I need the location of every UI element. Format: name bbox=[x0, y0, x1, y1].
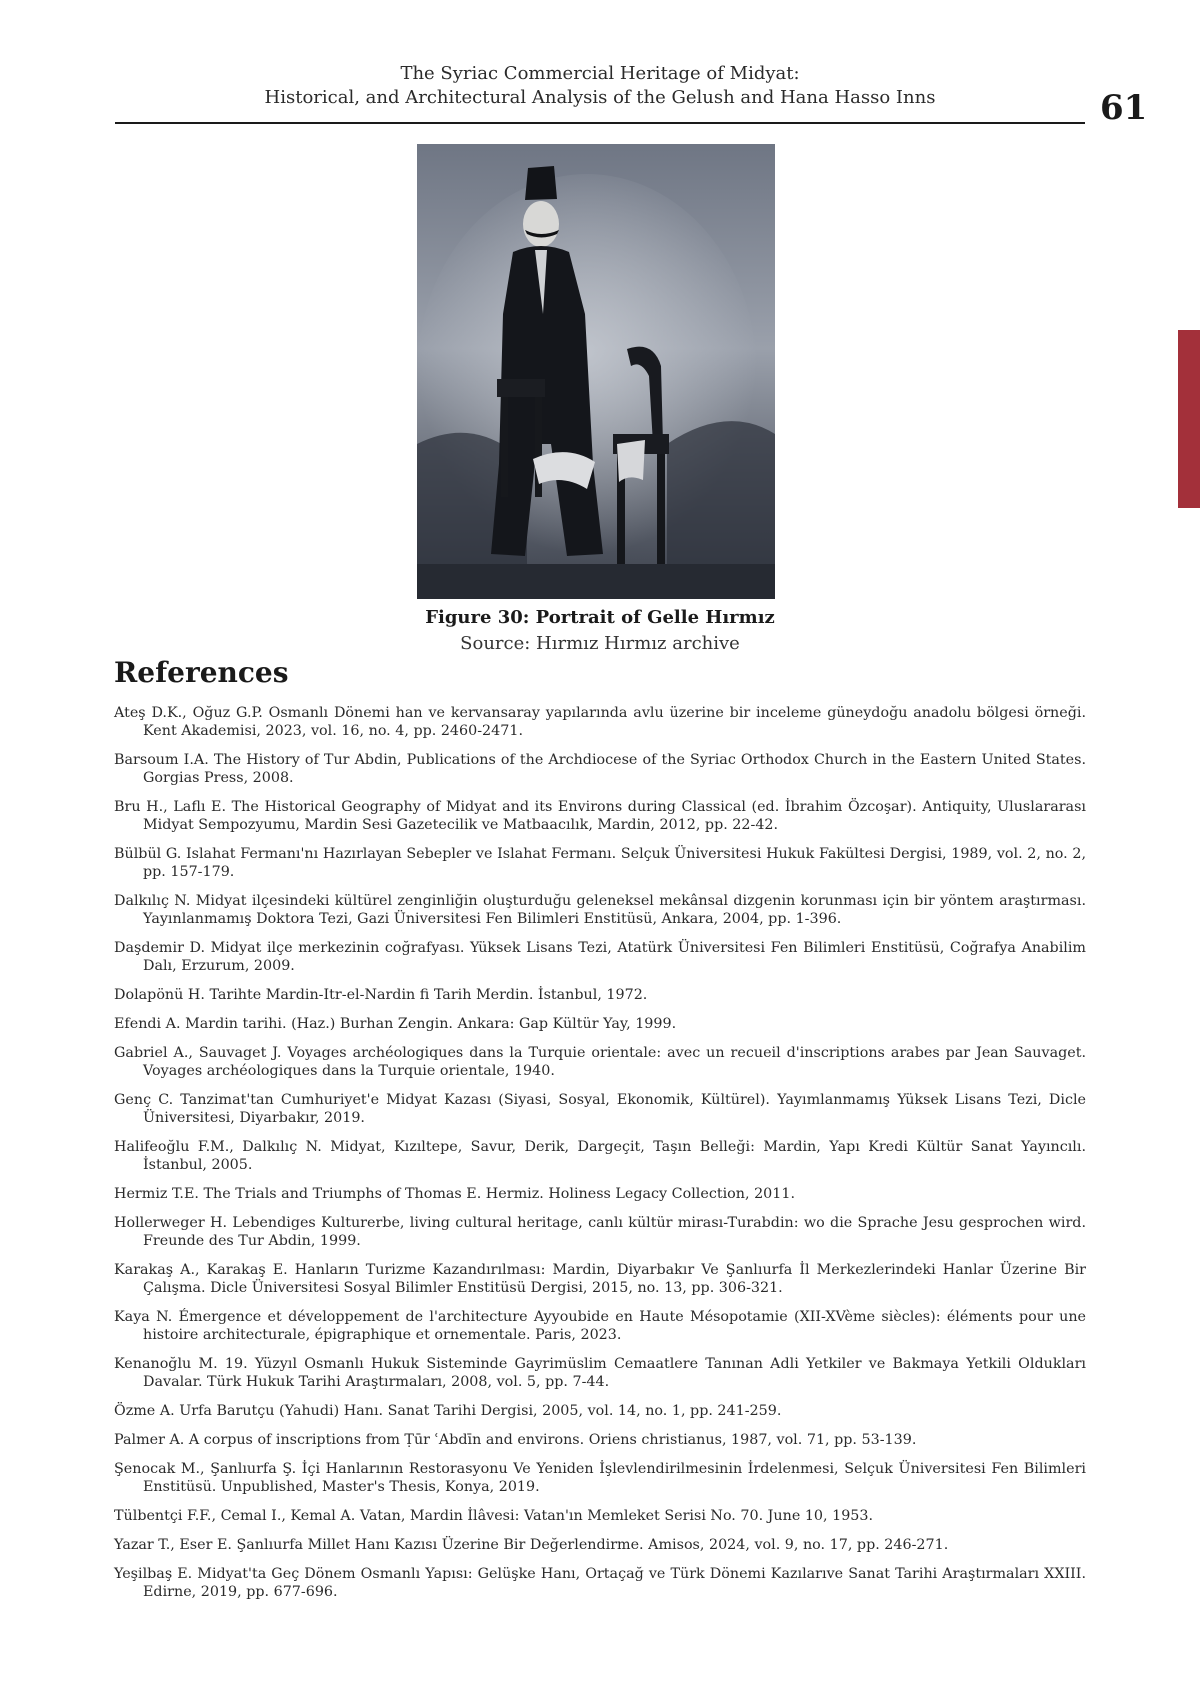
reference-item: Gabriel A., Sauvaget J. Voyages archéologiques dans la Turquie orientale: avec un recueil d'inscriptions arabes par Jean Sauvaget. Voyages archéologiques dans la Turquie orientale, 1940. bbox=[114, 1045, 1086, 1079]
reference-item: Kenanoğlu M. 19. Yüzyıl Osmanlı Hukuk Sisteminde Gayrimüslim Cemaatlere Tanınan Adli Yetkiler ve Bakmaya Yetkili Oldukları Davalar. Türk Hukuk Tarihi Araştırmaları, 2008, vol. 5, pp. 7-44. bbox=[114, 1356, 1086, 1390]
reference-item: Yazar T., Eser E. Şanlıurfa Millet Hanı Kazısı Üzerine Bir Değerlendirme. Amisos, 2024, vol. 9, no. 17, pp. 246-271. bbox=[114, 1537, 949, 1553]
references-heading: References bbox=[114, 656, 289, 689]
running-header-line-1: The Syriac Commercial Heritage of Midyat: bbox=[400, 63, 800, 84]
running-header bbox=[115, 62, 1085, 110]
reference-item: Tülbentçi F.F., Cemal I., Kemal A. Vatan, Mardin İlâvesi: Vatan'ın Memleket Serisi No. 70. June 10, 1953. bbox=[114, 1508, 874, 1524]
reference-item: Karakaş A., Karakaş E. Hanların Turizme Kazandırılması: Mardin, Diyarbakır Ve Şanlıurfa İl Merkezlerindeki Hanlar Üzerine Bir Çalışma. Dicle Üniversitesi Sosyal Bilimler Enstitüsü Dergisi, 2015, no. 13, pp. 306-321. bbox=[114, 1262, 1086, 1296]
reference-item: Ateş D.K., Oğuz G.P. Osmanlı Dönemi han ve kervansaray yapılarında avlu üzerine bir inceleme güneydoğu anadolu bölgesi örneği. Kent Akademisi, 2023, vol. 16, no. 4, pp. 2460-2471. bbox=[114, 705, 1086, 739]
reference-item: Kaya N. Émergence et développement de l'architecture Ayyoubide en Haute Mésopotamie (XII-XVème siècles): éléments pour une histoire architecturale, épigraphique et ornementale. Paris, 2023. bbox=[114, 1309, 1086, 1343]
reference-item: Bru H., Laflı E. The Historical Geography of Midyat and its Environs during Classical (ed. İbrahim Özcoşar). Antiquity, Uluslararası Midyat Sempozyumu, Mardin Sesi Gazetecilik ve Matbaacılık, Mardin, 2012, pp. 22-42. bbox=[114, 799, 1086, 833]
reference-item: Dalkılıç N. Midyat ilçesindeki kültürel zenginliğin oluşturduğu geleneksel mekânsal dizgenin korunması için bir yöntem araştırması. Yayınlanmamış Doktora Tezi, Gazi Üniversitesi Fen Bilimleri Enstitüsü, Ankara, 2004, pp. 1-396. bbox=[114, 893, 1086, 927]
figure-title: Figure 30: Portrait of Gelle Hırmız bbox=[425, 607, 775, 628]
reference-item: Halifeoğlu F.M., Dalkılıç N. Midyat, Kızıltepe, Savur, Derik, Dargeçit, Taşın Belleği: Mardin, Yapı Kredi Kültür Sanat Yayıncılı. İstanbul, 2005. bbox=[114, 1139, 1086, 1173]
reference-item: Bülbül G. Islahat Fermanı'nı Hazırlayan Sebepler ve Islahat Fermanı. Selçuk Üniversitesi Hukuk Fakültesi Dergisi, 1989, vol. 2, no. 2, pp. 157-179. bbox=[114, 846, 1086, 880]
reference-item: Yeşilbaş E. Midyat'ta Geç Dönem Osmanlı Yapısı: Gelüşke Hanı, Ortaçağ ve Türk Dönemi Kazılarıve Sanat Tarihi Araştırmaları XXIII. Edirne, 2019, pp. 677-696. bbox=[114, 1566, 1086, 1600]
reference-item: Şenocak M., Şanlıurfa Ş. İçi Hanlarının Restorasyonu Ve Yeniden İşlevlendirilmesinin İrdelenmesi, Selçuk Üniversitesi Fen Bilimleri Enstitüsü. Unpublished, Master's Thesis, Konya, 2019. bbox=[114, 1461, 1086, 1495]
reference-item: Hollerweger H. Lebendiges Kulturerbe, living cultural heritage, canlı kültür mirası-Turabdin: wo die Sprache Jesu gesprochen wird. Freunde des Tur Abdin, 1999. bbox=[114, 1215, 1086, 1249]
side-color-tab bbox=[1178, 330, 1200, 508]
figure-source: Source: Hırmız Hırmız archive bbox=[460, 633, 740, 654]
reference-item: Hermiz T.E. The Trials and Triumphs of Thomas E. Hermiz. Holiness Legacy Collection, 2011. bbox=[114, 1186, 795, 1202]
reference-item: Barsoum I.A. The History of Tur Abdin, Publications of the Archdiocese of the Syriac Orthodox Church in the Eastern United States. Gorgias Press, 2008. bbox=[114, 752, 1086, 786]
reference-item: Genç C. Tanzimat'tan Cumhuriyet'e Midyat Kazası (Siyasi, Sosyal, Ekonomik, Kültürel). Yayımlanmamış Yüksek Lisans Tezi, Dicle Üniversitesi, Diyarbakır, 2019. bbox=[114, 1092, 1086, 1126]
portrait-photo bbox=[417, 144, 775, 599]
references-list bbox=[114, 704, 1086, 1612]
running-header-line-2: Historical, and Architectural Analysis of the Gelush and Hana Hasso Inns bbox=[264, 87, 936, 108]
reference-item: Palmer A. A corpus of inscriptions from Ṭūr ʿAbdīn and environs. Oriens christianus, 1987, vol. 71, pp. 53-139. bbox=[114, 1432, 917, 1448]
page-number: 61 bbox=[1100, 88, 1148, 128]
header-rule bbox=[115, 122, 1085, 124]
reference-item: Özme A. Urfa Barutçu (Yahudi) Hanı. Sanat Tarihi Dergisi, 2005, vol. 14, no. 1, pp. 241-259. bbox=[114, 1403, 782, 1419]
figure-caption bbox=[300, 605, 900, 657]
reference-item: Dolapönü H. Tarihte Mardin-Itr-el-Nardin fi Tarih Merdin. İstanbul, 1972. bbox=[114, 987, 648, 1003]
reference-item: Efendi A. Mardin tarihi. (Haz.) Burhan Zengin. Ankara: Gap Kültür Yay, 1999. bbox=[114, 1016, 677, 1032]
reference-item: Daşdemir D. Midyat ilçe merkezinin coğrafyası. Yüksek Lisans Tezi, Atatürk Üniversitesi Fen Bilimleri Enstitüsü, Coğrafya Anabilim Dalı, Erzurum, 2009. bbox=[114, 940, 1086, 974]
